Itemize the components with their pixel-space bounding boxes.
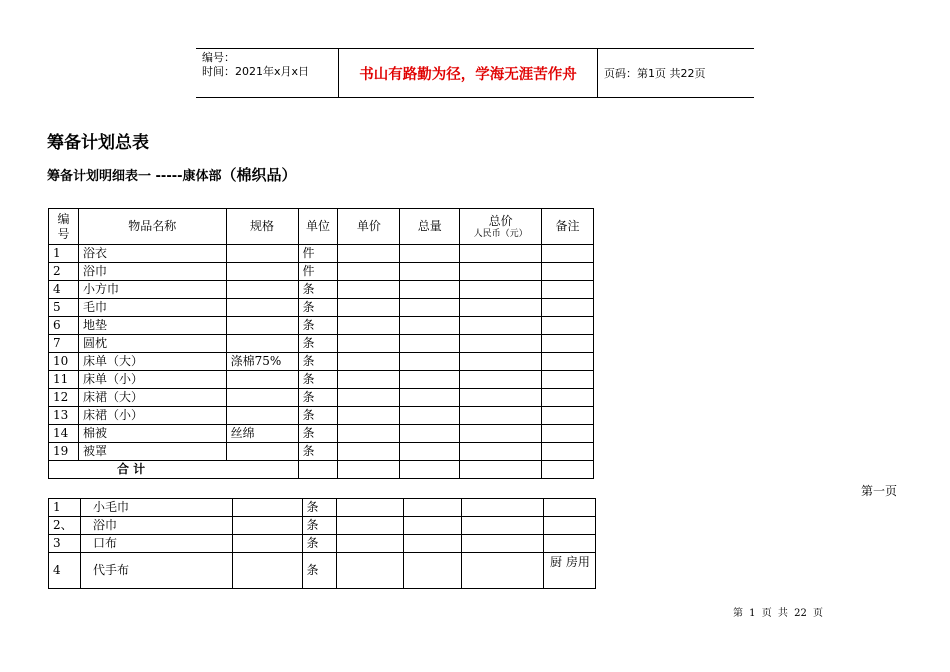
cell [542, 461, 594, 479]
detail-table-1 [48, 208, 594, 479]
header-page-code: 页码：第1页 共22页 [604, 67, 706, 80]
total-label: 合 计 [49, 461, 299, 479]
row-price [338, 389, 400, 407]
row-no: 7 [49, 335, 79, 353]
row-qty [400, 281, 460, 299]
table-row [49, 371, 594, 389]
row-price [336, 517, 404, 535]
row-spec [226, 317, 298, 335]
page-footer: 第 1 页 共 22 页 [733, 608, 823, 619]
row-note [542, 389, 594, 407]
row-unit: 件 [298, 245, 338, 263]
table-row [49, 443, 594, 461]
row-price [338, 317, 400, 335]
cell [460, 461, 542, 479]
row-no: 5 [49, 299, 79, 317]
row-price [338, 425, 400, 443]
header-motto: 书山有路勤为径，学海无涯苦作舟 [338, 49, 598, 97]
table-row [49, 553, 596, 589]
row-no: 10 [49, 353, 79, 371]
row-price [336, 553, 404, 589]
row-qty [400, 443, 460, 461]
number-label: 编号： [202, 51, 235, 64]
row-qty [400, 245, 460, 263]
row-spec [226, 389, 298, 407]
row-no: 6 [49, 317, 79, 335]
row-price [338, 281, 400, 299]
row-price [338, 407, 400, 425]
row-total [460, 389, 542, 407]
header-price: 单价 [338, 209, 400, 245]
row-name: 毛巾 [78, 299, 226, 317]
row-unit: 件 [298, 263, 338, 281]
row-qty [400, 263, 460, 281]
row-note [542, 299, 594, 317]
row-spec: 丝绵 [226, 425, 298, 443]
row-total [460, 299, 542, 317]
table-row [49, 499, 596, 517]
row-name: 小毛巾 [80, 499, 232, 517]
row-unit: 条 [298, 281, 338, 299]
row-spec [226, 335, 298, 353]
row-no: 2、 [49, 517, 81, 535]
row-no: 3 [49, 535, 81, 553]
row-price [338, 353, 400, 371]
page-marker: 第一页 [861, 484, 898, 498]
row-name: 床单（大） [78, 353, 226, 371]
row-price [338, 263, 400, 281]
row-spec [232, 535, 302, 553]
row-price [336, 499, 404, 517]
row-name: 浴巾 [80, 517, 232, 535]
row-note [542, 335, 594, 353]
row-name: 代手布 [80, 553, 232, 589]
table-row [49, 281, 594, 299]
cell [400, 461, 460, 479]
row-name: 床单（小） [78, 371, 226, 389]
row-unit: 条 [298, 425, 338, 443]
row-qty [400, 389, 460, 407]
total-row [49, 461, 594, 479]
row-price [338, 443, 400, 461]
row-total [460, 425, 542, 443]
row-qty [400, 335, 460, 353]
row-qty [400, 407, 460, 425]
row-unit: 条 [302, 535, 336, 553]
row-spec [232, 553, 302, 589]
row-total [462, 517, 544, 535]
row-unit: 条 [298, 353, 338, 371]
table-row [49, 517, 596, 535]
row-qty [400, 371, 460, 389]
row-spec [226, 443, 298, 461]
table-row [49, 317, 594, 335]
subtitle-prefix: 筹备计划明细表一 -----康体部 [47, 169, 222, 184]
table-row [49, 389, 594, 407]
header-no: 编号 [49, 209, 79, 245]
row-spec [226, 407, 298, 425]
row-spec [232, 499, 302, 517]
row-unit: 条 [302, 553, 336, 589]
row-no: 4 [49, 281, 79, 299]
row-qty [400, 353, 460, 371]
row-qty [400, 425, 460, 443]
row-price [338, 299, 400, 317]
row-spec [226, 299, 298, 317]
row-name: 床裙（小） [78, 407, 226, 425]
row-spec: 涤棉75% [226, 353, 298, 371]
table-row [49, 407, 594, 425]
row-note [542, 263, 594, 281]
row-qty [404, 535, 462, 553]
row-note [542, 371, 594, 389]
row-no: 11 [49, 371, 79, 389]
row-total [462, 499, 544, 517]
row-name: 圆枕 [78, 335, 226, 353]
row-no: 1 [49, 499, 81, 517]
row-name: 棉被 [78, 425, 226, 443]
row-no: 13 [49, 407, 79, 425]
row-total [460, 263, 542, 281]
table-row [49, 335, 594, 353]
header-meta [196, 49, 338, 97]
row-name: 被罩 [78, 443, 226, 461]
section-subtitle [47, 164, 297, 185]
header-name: 物品名称 [78, 209, 226, 245]
detail-table-2 [48, 498, 596, 589]
row-qty [404, 499, 462, 517]
cell [338, 461, 400, 479]
row-qty [404, 553, 462, 589]
row-spec [226, 371, 298, 389]
row-total [460, 353, 542, 371]
row-spec [232, 517, 302, 535]
header-note: 备注 [542, 209, 594, 245]
row-note [542, 443, 594, 461]
row-unit: 条 [298, 389, 338, 407]
row-total [460, 335, 542, 353]
row-unit: 条 [298, 299, 338, 317]
row-no: 1 [49, 245, 79, 263]
row-no: 2 [49, 263, 79, 281]
row-qty [400, 317, 460, 335]
row-unit: 条 [298, 317, 338, 335]
row-note [542, 425, 594, 443]
row-no: 19 [49, 443, 79, 461]
cell [298, 461, 338, 479]
header-unit: 单位 [298, 209, 338, 245]
row-unit: 条 [302, 499, 336, 517]
time-label: 时间：2021年x月x日 [202, 65, 310, 78]
row-name: 浴巾 [78, 263, 226, 281]
row-total [460, 443, 542, 461]
row-unit: 条 [302, 517, 336, 535]
table-row [49, 299, 594, 317]
header-total: 总价 人民币（元） [460, 209, 542, 245]
row-unit: 条 [298, 335, 338, 353]
row-name: 浴衣 [78, 245, 226, 263]
row-no: 4 [49, 553, 81, 589]
row-note [542, 245, 594, 263]
row-unit: 条 [298, 407, 338, 425]
table-row [49, 535, 596, 553]
table-row [49, 263, 594, 281]
row-no: 14 [49, 425, 79, 443]
row-note [542, 407, 594, 425]
row-spec [226, 281, 298, 299]
row-note [544, 499, 596, 517]
row-note [542, 317, 594, 335]
row-total [460, 317, 542, 335]
row-note: 厨 房用 [544, 553, 596, 589]
row-note [542, 353, 594, 371]
row-note [544, 535, 596, 553]
row-unit: 条 [298, 443, 338, 461]
row-price [338, 335, 400, 353]
table-header-row [49, 209, 594, 245]
table-row [49, 353, 594, 371]
row-qty [404, 517, 462, 535]
row-total [462, 553, 544, 589]
document-header [196, 48, 754, 98]
table-row [49, 425, 594, 443]
row-name: 床裙（大） [78, 389, 226, 407]
header-spec: 规格 [226, 209, 298, 245]
row-unit: 条 [298, 371, 338, 389]
row-note [542, 281, 594, 299]
row-price [338, 245, 400, 263]
table-row [49, 245, 594, 263]
row-spec [226, 263, 298, 281]
row-name: 地垫 [78, 317, 226, 335]
row-note [544, 517, 596, 535]
row-total [460, 281, 542, 299]
row-price [336, 535, 404, 553]
row-total [460, 245, 542, 263]
row-total [460, 407, 542, 425]
row-name: 口布 [80, 535, 232, 553]
header-qty: 总量 [400, 209, 460, 245]
subtitle-suffix: （棉织品） [221, 166, 297, 184]
row-qty [400, 299, 460, 317]
row-no: 12 [49, 389, 79, 407]
row-total [462, 535, 544, 553]
page-title: 筹备计划总表 [47, 133, 149, 153]
row-name: 小方巾 [78, 281, 226, 299]
row-price [338, 371, 400, 389]
row-spec [226, 245, 298, 263]
row-total [460, 371, 542, 389]
